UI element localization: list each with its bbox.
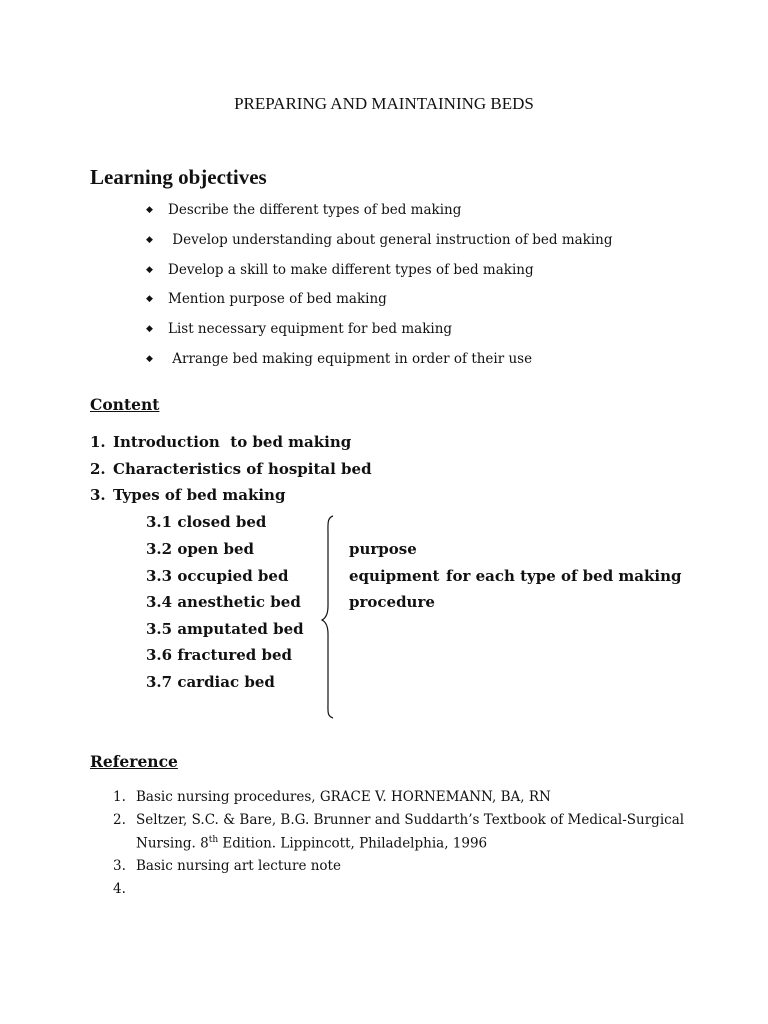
reference-heading: Reference — [90, 752, 178, 771]
reference-number: 3. — [113, 858, 126, 874]
aspect-purpose: purpose — [349, 540, 417, 558]
bullet-icon: ◆ — [146, 265, 153, 275]
reference-item: Seltzer, S.C. & Bare, B.G. Brunner and Suddarth’s Textbook of Medical-Surgical — [136, 812, 685, 828]
objective-item: Develop a skill to make different types of bed making — [168, 262, 534, 278]
bullet-icon: ◆ — [146, 294, 153, 304]
bed-type-item: 3.7 cardiac bed — [146, 673, 275, 691]
bed-type-item: 3.5 amputated bed — [146, 620, 304, 638]
bed-type-item: 3.1 closed bed — [146, 513, 267, 531]
content-heading: Content — [90, 395, 160, 414]
reference-item-continued — [136, 835, 487, 852]
objective-item: Describe the different types of bed making — [168, 202, 462, 218]
bullet-icon: ◆ — [146, 354, 153, 364]
superscript: th — [208, 835, 219, 845]
reference-text: Nursing. 8 — [136, 835, 209, 852]
reference-number: 4. — [113, 881, 126, 897]
objective-item: Mention purpose of bed making — [168, 291, 387, 307]
bed-type-item: 3.4 anesthetic bed — [146, 593, 301, 611]
reference-text: Edition. Lippincott, Philadelphia, 1996 — [218, 835, 488, 852]
aspect-note: for each type of bed making — [446, 567, 682, 585]
learning-objectives-heading: Learning objectives — [90, 165, 267, 189]
content-number: 1. — [90, 433, 106, 451]
bullet-icon: ◆ — [146, 205, 153, 215]
bed-type-item: 3.2 open bed — [146, 540, 255, 558]
content-item: Types of bed making — [113, 486, 286, 504]
bed-type-item: 3.3 occupied bed — [146, 567, 289, 585]
aspect-procedure: procedure — [349, 593, 435, 611]
reference-number: 2. — [113, 812, 126, 828]
bed-type-item: 3.6 fractured bed — [146, 646, 293, 664]
curly-brace — [318, 514, 338, 720]
bullet-icon: ◆ — [146, 324, 153, 334]
reference-item: Basic nursing art lecture note — [136, 858, 341, 874]
bullet-icon: ◆ — [146, 235, 153, 245]
document-title: PREPARING AND MAINTAINING BEDS — [234, 94, 534, 113]
content-item: Characteristics of hospital bed — [113, 460, 372, 478]
content-number: 2. — [90, 460, 106, 478]
content-number: 3. — [90, 486, 106, 504]
objective-item: Develop understanding about general instruction of bed making — [168, 232, 613, 248]
objective-item: List necessary equipment for bed making — [168, 321, 453, 337]
objective-item: Arrange bed making equipment in order of their use — [168, 351, 533, 367]
aspect-equipment: equipment — [349, 567, 440, 585]
content-item: Introduction to bed making — [113, 433, 352, 451]
reference-item: Basic nursing procedures, GRACE V. HORNEMANN, BA, RN — [136, 789, 551, 805]
reference-number: 1. — [113, 789, 126, 805]
